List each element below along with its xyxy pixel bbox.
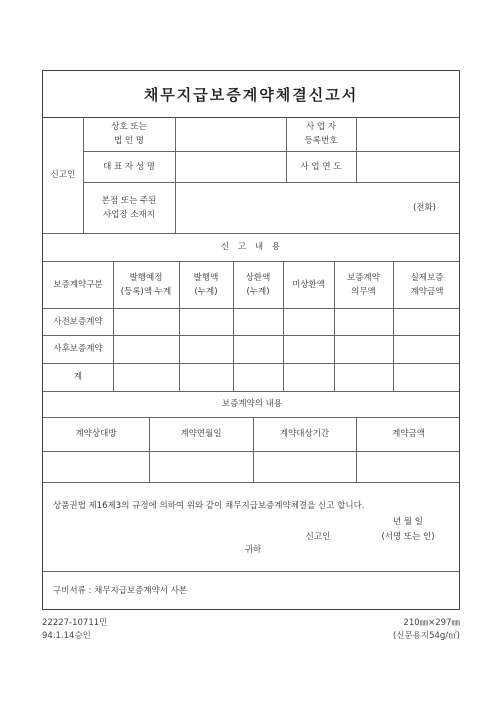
company-name-label: 상호 또는 법 인 명 — [111, 122, 147, 146]
contract-content-header: 보증계약의 내용 — [221, 399, 283, 409]
address-label: 본점 또는 주된 사업장 소재지 — [101, 195, 157, 220]
declaration-text: 상품권법 제16제3의 규정에 의하여 위와 같이 채무지급보증계약체결을 신고 합니다. — [53, 501, 365, 511]
table2-header-amount: 계약금액 — [392, 429, 425, 439]
reporter-section-label: 신고인 — [50, 170, 76, 180]
table1-row-label: 사전보증계약 — [53, 316, 103, 327]
address-field[interactable] — [175, 182, 460, 233]
signer-label: 신고인 — [305, 532, 331, 542]
report-form — [42, 70, 460, 610]
table1-header-obligation: 보증계약 의무액 — [347, 272, 380, 297]
content-header: 신 고 내 용 — [221, 242, 283, 252]
table1-row-label: 사후보증계약 — [53, 344, 103, 354]
table2-header-period: 계약대상기간 — [279, 429, 330, 439]
paper-type: (신문용지54g/㎡) — [392, 631, 460, 641]
ceo-name-label: 대 표 자 성 명 — [103, 161, 155, 172]
sign-note: (서명 또는 인) — [381, 532, 435, 542]
company-name-field[interactable] — [175, 117, 286, 151]
table1-header-type: 보증계약구분 — [53, 279, 103, 290]
form-number: 22227-10711민 — [42, 618, 108, 628]
divider — [43, 482, 459, 483]
table2-header-counterparty: 계약상대방 — [75, 429, 117, 439]
table1-header-unpaid: 미상환액 — [292, 279, 325, 290]
approval-date: 94.1.14승인 — [42, 631, 91, 641]
ceo-name-field[interactable] — [175, 151, 286, 182]
form-title: 채무지급보증계약체결신고서 — [43, 71, 459, 118]
paper-size: 210㎜×297㎜ — [403, 618, 460, 628]
business-reg-no-field[interactable] — [356, 117, 460, 151]
table1-header-actual: 실제보증 계약금액 — [410, 272, 444, 297]
table1-header-repaid: 상환액 (누계) — [245, 272, 271, 297]
table1-header-planned: 발행예정 (등록)액 누계 — [120, 272, 172, 297]
business-year-label: 사 업 연 도 — [300, 161, 342, 172]
phone-label: (전화) — [412, 202, 436, 213]
business-year-field[interactable] — [356, 151, 460, 182]
declaration-date: 년 월 일 — [392, 517, 424, 527]
business-reg-no-label: 사 업 자 등록번호 — [304, 122, 338, 146]
table1-row-label: 계 — [73, 372, 83, 382]
divider — [43, 571, 459, 572]
table2-header-date: 계약연월일 — [180, 429, 222, 439]
divider — [43, 451, 459, 452]
recipient-label: 귀하 — [244, 545, 262, 555]
attachment-note: 구비서류 : 채무지급보증계약서 사본 — [53, 586, 188, 596]
table1-header-issued: 발행액 (누계) — [193, 272, 219, 297]
